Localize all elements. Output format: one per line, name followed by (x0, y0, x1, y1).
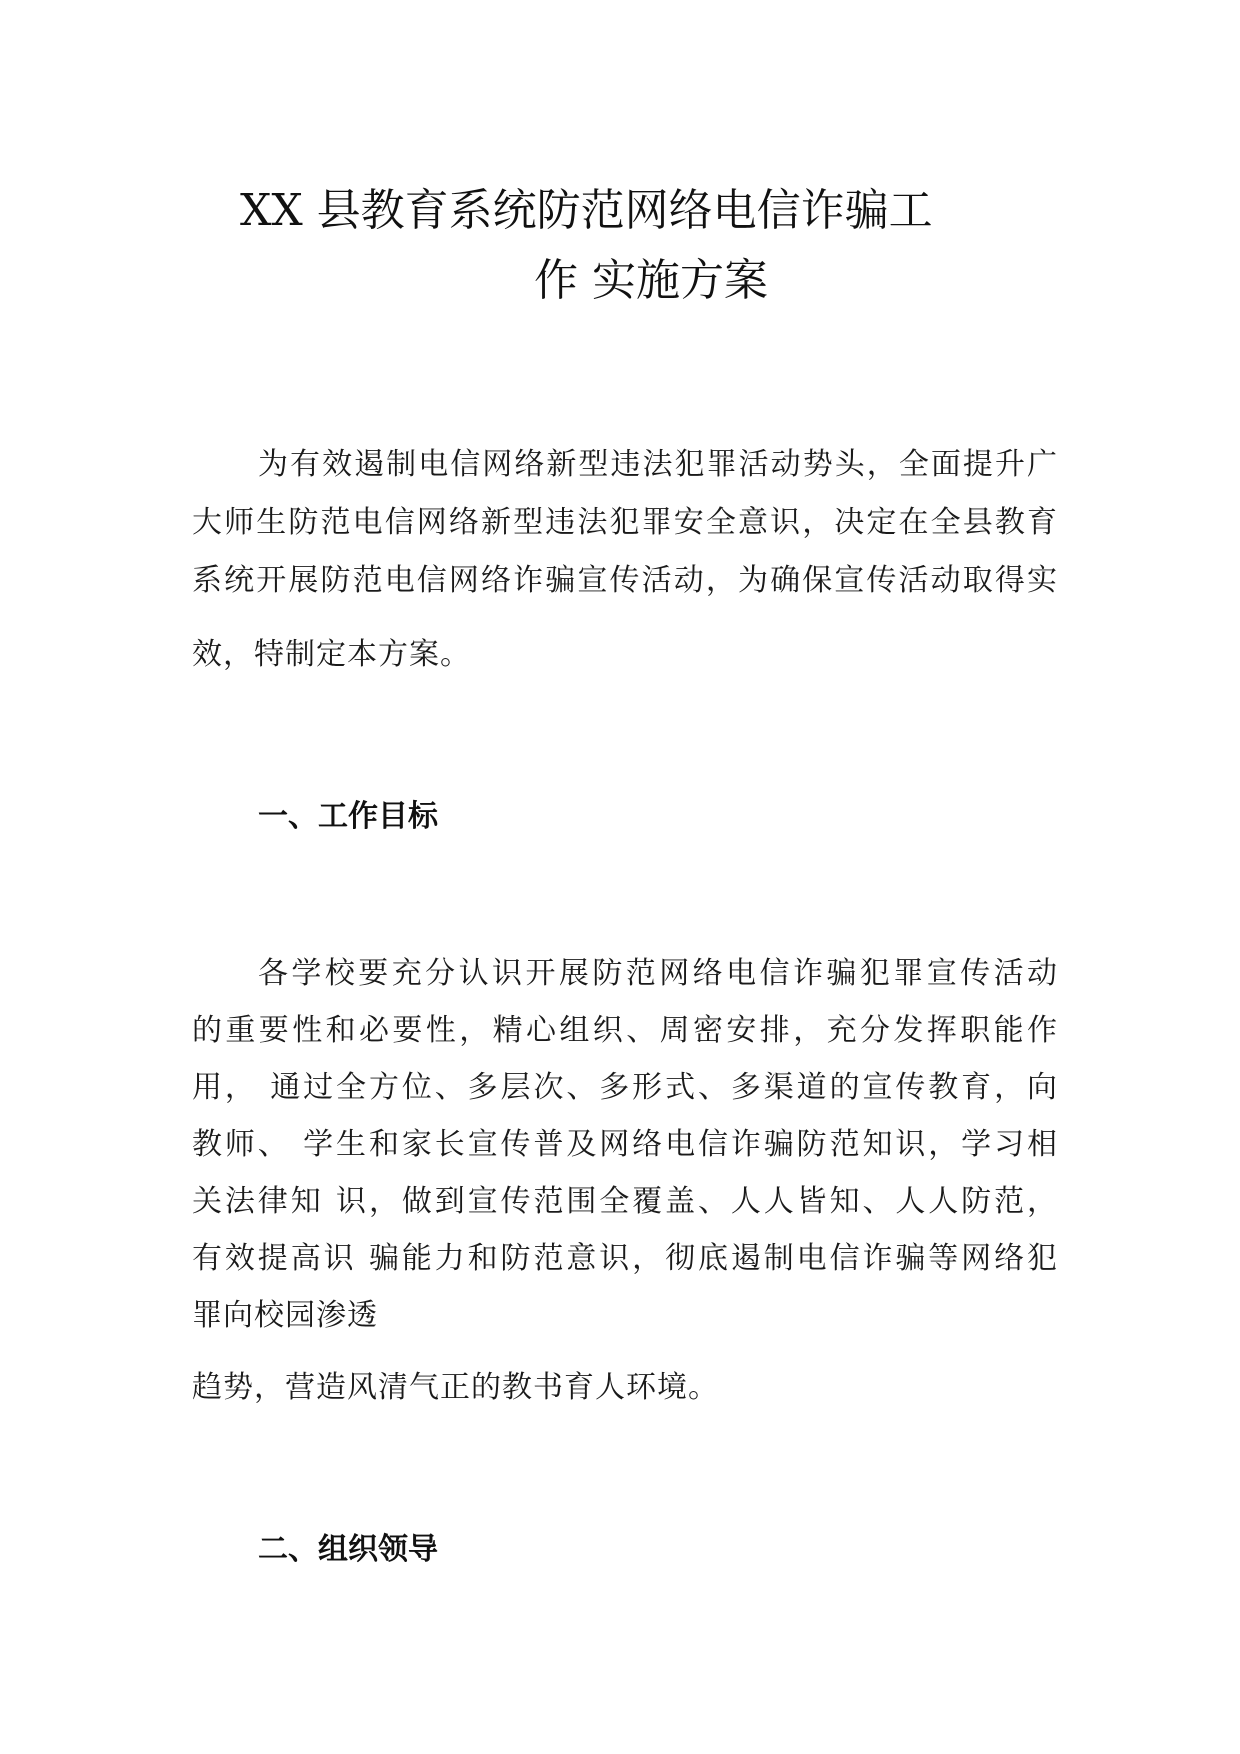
section-1-line-5: 关法律知 识，做到宣传范围全覆盖、人人皆知、人人防范， (192, 1184, 1058, 1219)
document-title-line-1: XX 县教育系统防范网络电信诈骗工 (240, 185, 933, 236)
intro-line-2: 大师生防范电信网络新型违法犯罪安全意识，决定在全县教育 (192, 505, 1058, 540)
section-1-line-4: 教师、 学生和家长宣传普及网络电信诈骗防范知识，学习相 (192, 1127, 1058, 1162)
document-title-line-2: 作 实施方案 (534, 255, 768, 306)
intro-line-3: 系统开展防范电信网络诈骗宣传活动，为确保宣传活动取得实 (192, 563, 1058, 598)
section-1-line-1: 各学校要充分认识开展防范网络电信诈骗犯罪宣传活动 (258, 956, 1058, 991)
section-1-heading: 一、工作目标 (258, 799, 438, 834)
section-2-heading: 二、组织领导 (258, 1532, 438, 1567)
section-1-line-8: 趋势，营造风清气正的教书育人环境。 (192, 1370, 719, 1405)
section-1-line-3: 用， 通过全方位、多层次、多形式、多渠道的宣传教育，向 (192, 1070, 1058, 1105)
intro-line-1: 为有效遏制电信网络新型违法犯罪活动势头，全面提升广 (258, 447, 1058, 482)
section-1-line-7: 罪向校园渗透 (192, 1298, 378, 1333)
section-1-line-6: 有效提高识 骗能力和防范意识，彻底遏制电信诈骗等网络犯 (192, 1241, 1058, 1276)
intro-line-4: 效，特制定本方案。 (192, 637, 471, 672)
section-1-line-2: 的重要性和必要性，精心组织、周密安排，充分发挥职能作 (192, 1013, 1058, 1048)
